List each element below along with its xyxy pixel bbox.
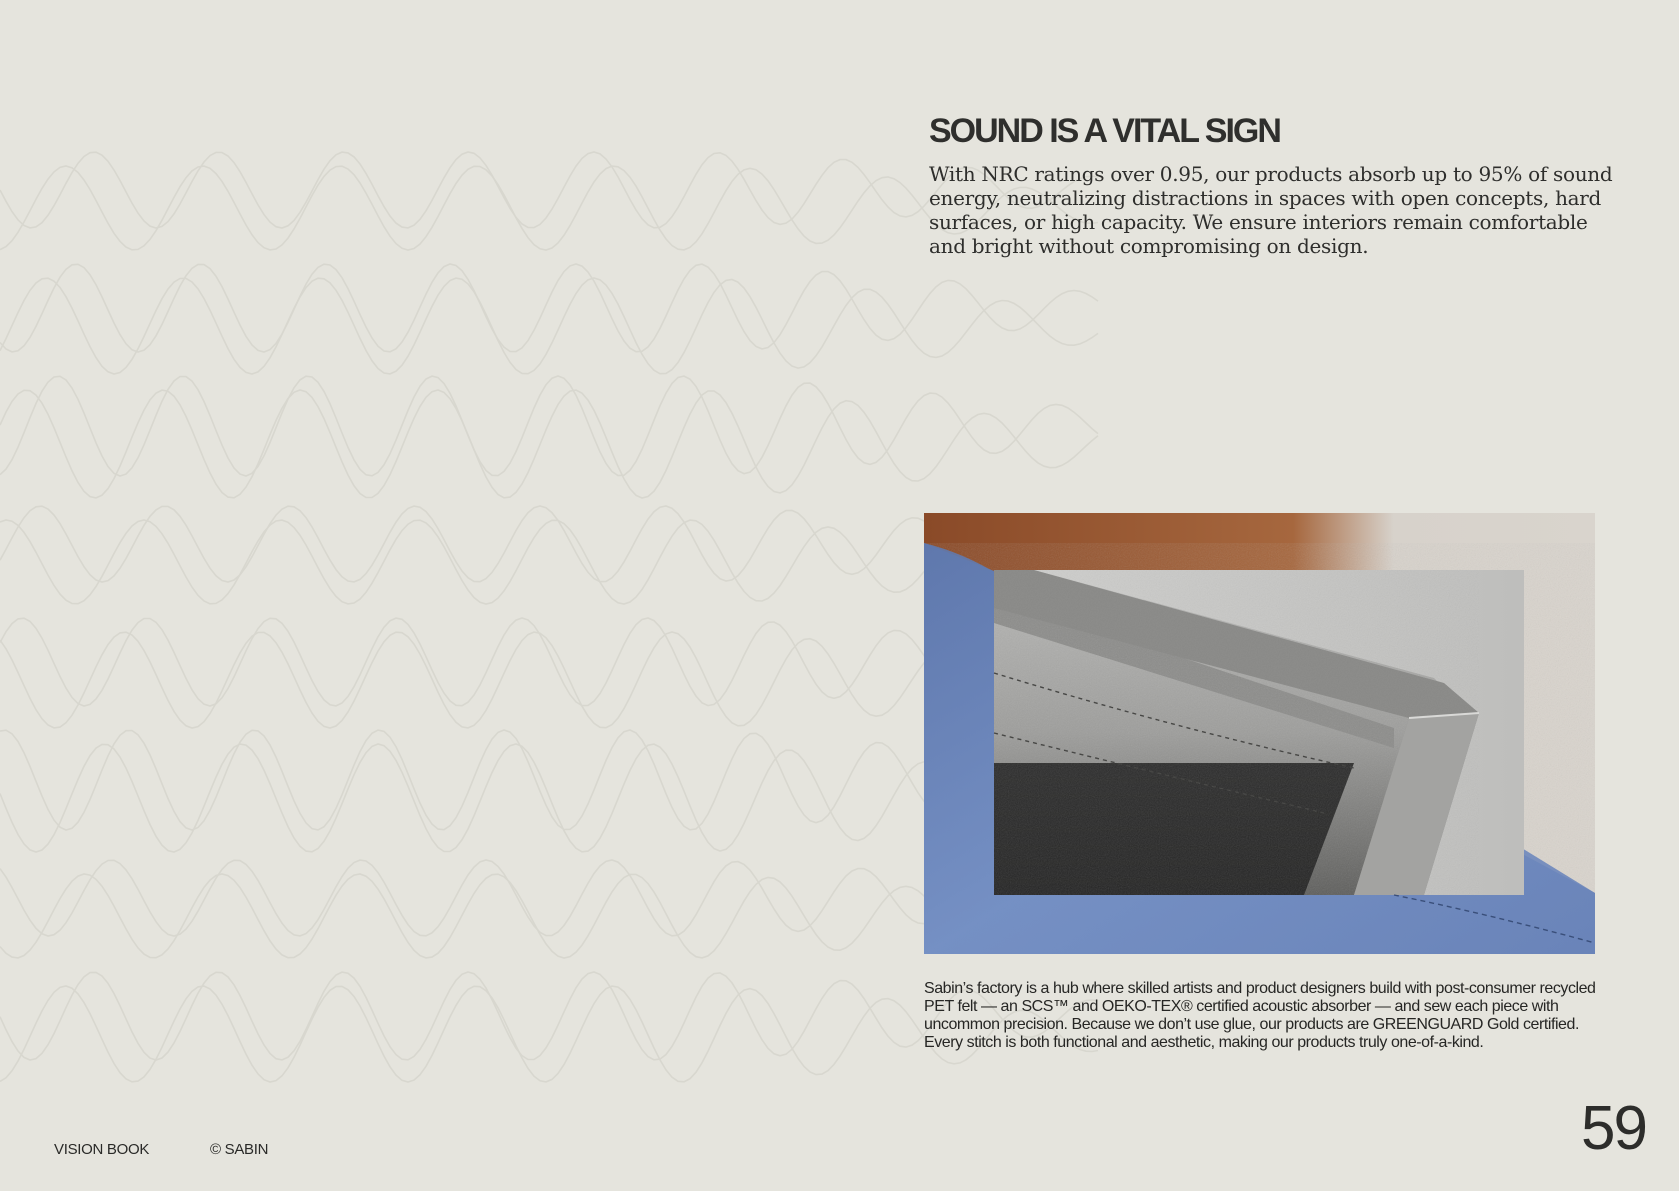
wave-line [0,264,1098,352]
footer-copyright: © SABIN [210,1141,269,1158]
wave-line [0,390,1098,498]
page-number: 59 [1581,1094,1646,1163]
photo-caption: Sabin’s factory is a hub where skilled artists and product designers build with post-consumer recycled PET felt — an SCS™ and OEKO-TEX® certified acoustic absorber — and sew each piece with uncommon precision. Because we don’t use glue, our products are GREENGUARD Gold certified. Every stitch is both functional and aesthetic, making our products truly one-of-a-kind. [924,980,1596,1051]
wave-line [0,278,1098,374]
section-heading: SOUND IS A VITAL SIGN [929,112,1280,150]
felt-product-photo [924,513,1595,954]
section-intro-text: With NRC ratings over 0.95, our products absorb up to 95% of sound energy, neutralizing distractions in spaces with open concepts, hard surfaces, or high capacity. We ensure interiors remain comfortable and bright without compromising on design. [929,162,1613,258]
footer-publication-title: VISION BOOK [54,1141,150,1158]
